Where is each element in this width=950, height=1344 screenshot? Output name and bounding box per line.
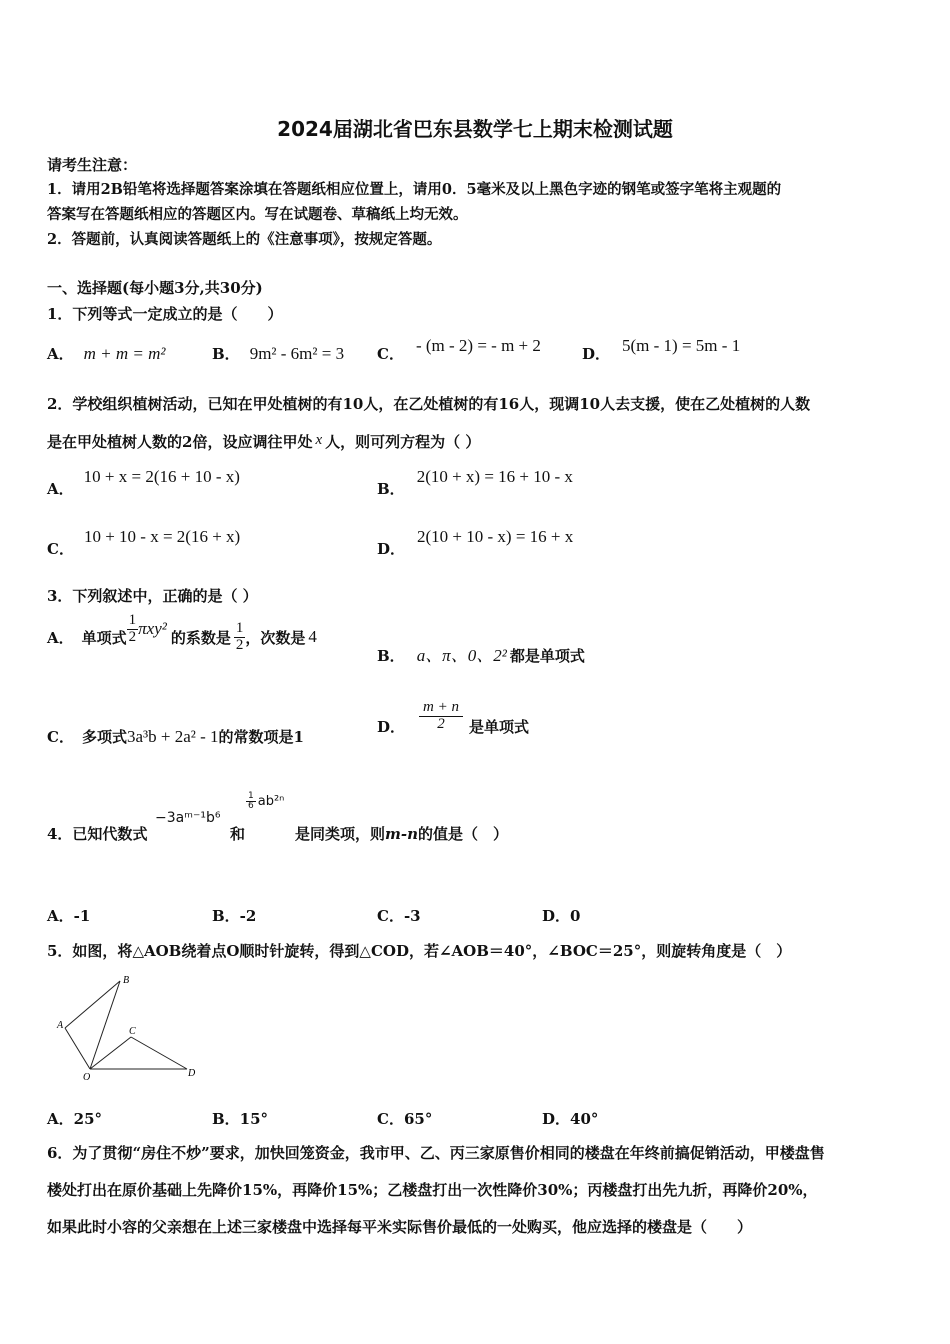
option-expr: 5(m - 1) = 5m - 1: [622, 336, 741, 355]
fraction: [234, 621, 246, 654]
q4-stem-part: 4．已知代数式: [47, 825, 148, 843]
q4-stem-part: 是同类项，则: [295, 825, 386, 843]
denominator: 2: [235, 636, 244, 653]
option-text: 单项式: [81, 628, 127, 647]
q4-option-b[interactable]: B．-2: [212, 907, 257, 925]
point-label-a: A: [57, 1020, 64, 1031]
fraction: [127, 613, 139, 646]
degree: 4: [308, 627, 317, 647]
q6-stem-line-2: 楼处打出在原价基础上先降价15%，再降价15%；乙楼盘打出一次性降价30%；丙楼盘打出先九折，再降价20%，: [47, 1181, 818, 1199]
option-expr: 3a³b + 2a² - 1: [126, 727, 219, 746]
option-expr: 10 + 10 - x = 2(16 + x): [83, 527, 241, 546]
option-expr: a、π、0、2²: [416, 646, 507, 665]
point-label-d: D: [188, 1068, 196, 1079]
q1-option-a[interactable]: [47, 343, 166, 364]
point-label-b: B: [123, 975, 130, 986]
numerator: m + n: [419, 700, 463, 717]
notice-heading: 请考生注意：: [47, 156, 138, 174]
q4-and: 和: [230, 825, 246, 843]
q4-option-d[interactable]: D．0: [542, 907, 581, 925]
q1-stem: 1．下列等式一定成立的是（ ）: [47, 305, 283, 323]
option-label: D．: [377, 717, 406, 736]
q5-stem: 5．如图，将△AOB绕着点O顺时针旋转，得到△COD，若∠AOB＝40°，∠BOC＝25°，则旋转角度是（ ）: [47, 942, 792, 960]
segment-cd: [131, 1037, 187, 1069]
option-label: B．: [212, 345, 240, 363]
option-label: C．: [47, 728, 74, 746]
option-label: D．: [582, 345, 611, 363]
option-label: D．: [377, 540, 406, 558]
q1-option-d[interactable]: [582, 336, 741, 364]
q3-option-a[interactable]: [47, 612, 317, 654]
q4-stem: [47, 792, 148, 843]
q3-option-d[interactable]: [377, 699, 529, 736]
option-label: A．: [47, 628, 74, 647]
q6-stem-line-1: 6．为了贯彻“房住不炒”要求，加快回笼资金，我市甲、乙、丙三家原售价相同的楼盘在年终前搞促销活动，甲楼盘售: [47, 1144, 825, 1162]
q2-variable: x: [315, 432, 323, 448]
q2-stem-part: 是在甲处植树人数的2倍，设应调往甲处: [47, 433, 313, 451]
option-label: A．: [47, 345, 74, 363]
numerator: 1: [248, 791, 254, 801]
option-label: B．: [377, 480, 405, 498]
option-expr: - (m - 2) = - m + 2: [415, 336, 541, 355]
q5-option-d[interactable]: D．40°: [542, 1110, 599, 1128]
option-label: C．: [47, 540, 74, 558]
section-heading: 一、选择题(每小题3分,共30分): [47, 279, 263, 297]
segment-co: [90, 1037, 131, 1069]
q5-option-b[interactable]: B．15°: [212, 1110, 269, 1128]
q2-option-a[interactable]: [47, 466, 240, 498]
q3-option-c[interactable]: [47, 726, 304, 747]
option-expr: 9m² - 6m² = 3: [249, 344, 345, 363]
q4-expression-1: −3aᵐ⁻¹b⁶: [155, 810, 221, 826]
q5-option-c[interactable]: C．65°: [377, 1110, 433, 1128]
option-expr: 10 + x = 2(16 + 10 - x): [83, 467, 240, 486]
q3-stem: 3．下列叙述中，正确的是（ ）: [47, 587, 258, 605]
numerator: 1: [128, 612, 137, 628]
notice-line-1a: 1．请用2B铅笔将选择题答案涂填在答题纸相应位置上，请用0．5毫米及以上黑色字迹的钢笔或签字笔将主观题的: [47, 181, 782, 198]
q4-stem-part: 的值是（ ）: [418, 825, 509, 843]
fraction: [246, 792, 256, 812]
q4-stem-tail: [295, 823, 508, 844]
q2-option-b[interactable]: [377, 466, 573, 498]
option-text: 多项式: [81, 728, 127, 746]
denominator: 6: [248, 801, 254, 812]
q4-option-c[interactable]: C．-3: [377, 907, 421, 925]
rotation-figure: [55, 970, 215, 1085]
segment-ao: [65, 1028, 90, 1069]
option-label: A．: [47, 480, 74, 498]
q4-option-a[interactable]: A．-1: [47, 907, 91, 925]
q2-stem-line-1: 2．学校组织植树活动，已知在甲处植树的有10人，在乙处植树的有16人，现调10人去支援，使在乙处植树的人数: [47, 395, 811, 413]
option-text: 是单项式: [468, 717, 529, 736]
denominator: 2: [128, 628, 137, 645]
page-title: 2024届湖北省巴东县数学七上期末检测试题: [277, 117, 673, 141]
q2-option-d[interactable]: [377, 526, 574, 558]
q2-stem-line-2: [47, 431, 480, 452]
option-text: 的系数是: [170, 628, 231, 647]
notice-line-1b: 答案写在答题纸相应的答题区内。写在试题卷、草稿纸上均无效。: [47, 206, 468, 223]
q6-stem-line-3: 如果此时小容的父亲想在上述三家楼盘中选择每平米实际售价最低的一处购买，他应选择的楼盘是（ ）: [47, 1218, 753, 1236]
option-label: C．: [377, 345, 404, 363]
option-expr: m + m = m²: [83, 344, 166, 363]
point-label-c: C: [129, 1026, 136, 1037]
option-label: B．: [377, 647, 405, 665]
fraction: [419, 700, 463, 733]
notice-line-2: 2．答题前，认真阅读答题纸上的《注意事项》，按规定答题。: [47, 231, 442, 248]
q4-expression-2: [246, 792, 284, 812]
q1-option-b[interactable]: [212, 343, 344, 364]
q4-variable: m-n: [385, 825, 419, 843]
option-expr: 2(10 + 10 - x) = 16 + x: [417, 527, 574, 546]
term: πxy²: [138, 619, 167, 639]
option-text: 都是单项式: [509, 647, 585, 665]
point-label-o: O: [83, 1072, 91, 1083]
q3-option-b[interactable]: [377, 641, 585, 666]
denominator: 2: [437, 715, 445, 732]
q1-option-c[interactable]: [377, 336, 541, 364]
term: ab²ⁿ: [257, 794, 285, 810]
option-text: ，次数是: [245, 628, 306, 647]
option-text: 的常数项是1: [218, 728, 304, 746]
option-expr: 2(10 + x) = 16 + 10 - x: [416, 467, 573, 486]
q2-stem-part: 人，则可列方程为（ ）: [325, 433, 481, 451]
q5-option-a[interactable]: A．25°: [47, 1110, 103, 1128]
numerator: 1: [235, 620, 244, 636]
q2-option-c[interactable]: [47, 526, 241, 558]
